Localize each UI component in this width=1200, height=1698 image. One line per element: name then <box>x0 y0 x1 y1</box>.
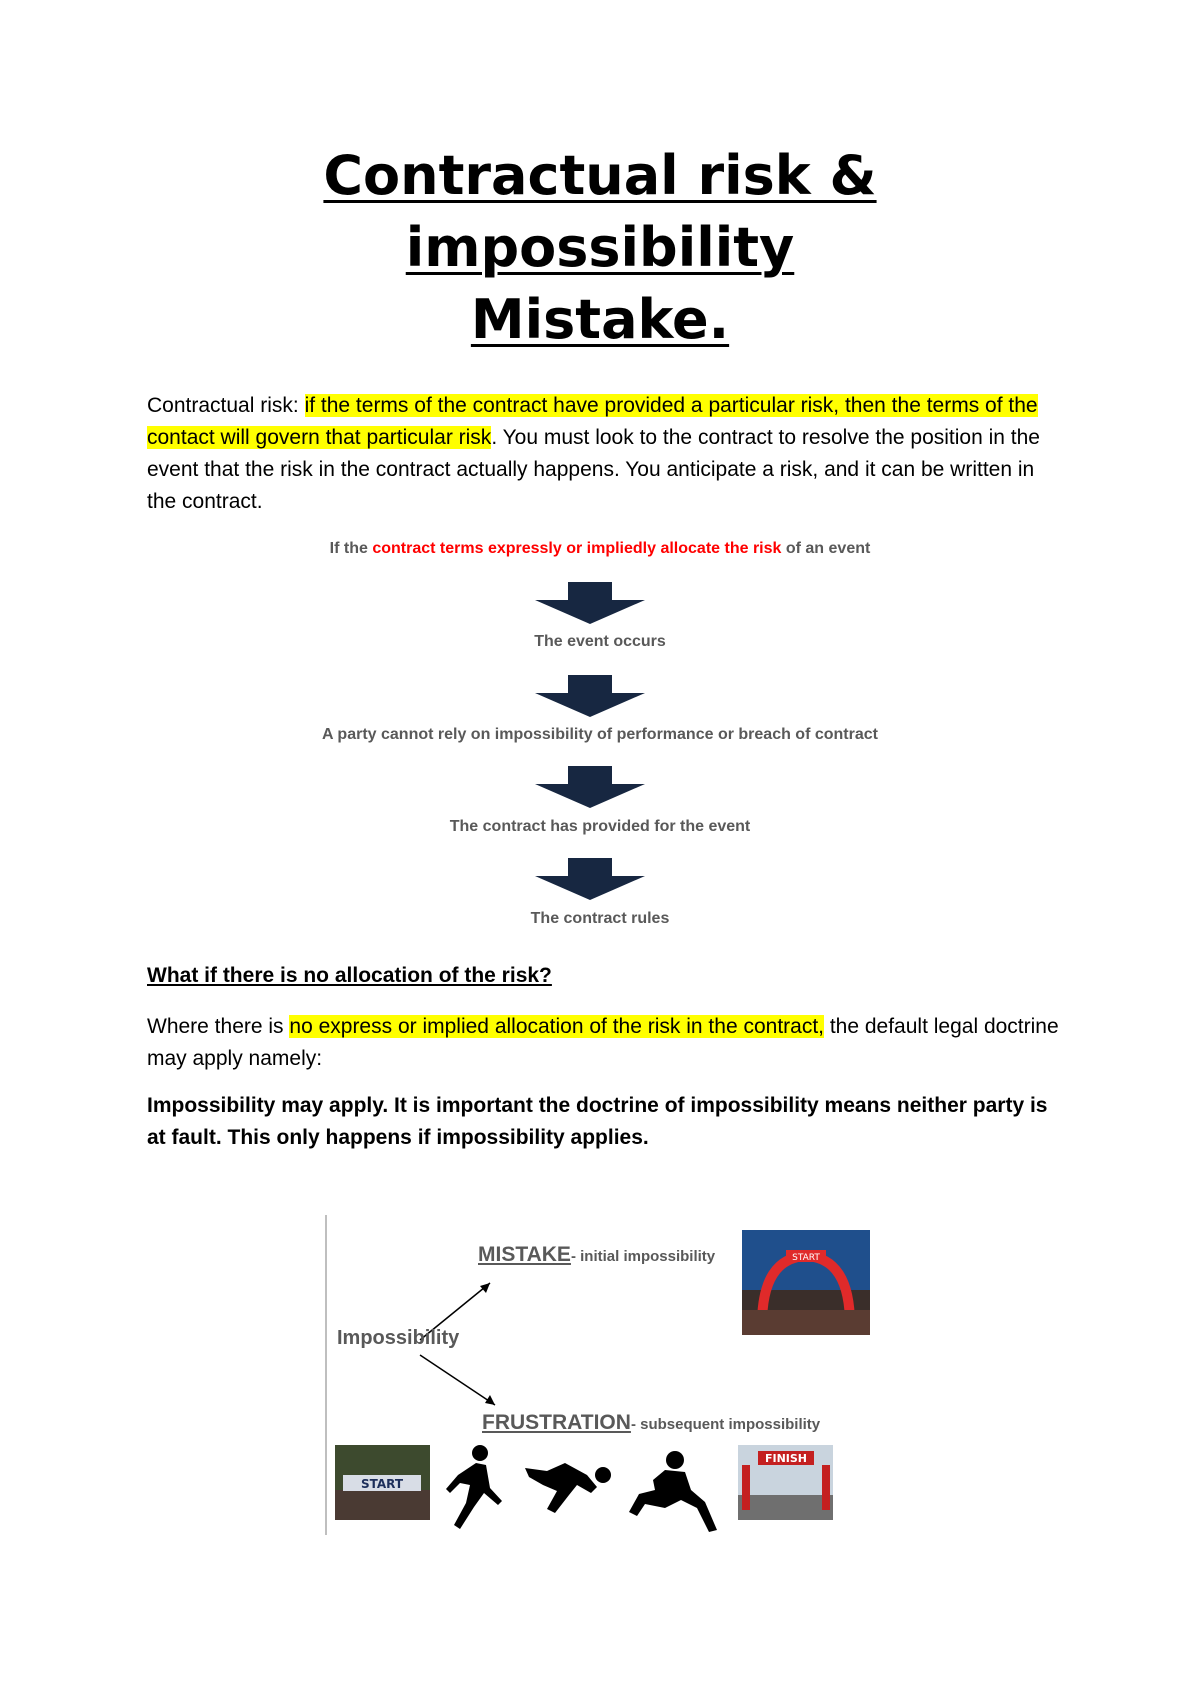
contractual-risk-highlight: if the terms of the contract have provided a particular risk, then the terms of the contact will govern that particular risk <box>147 394 1038 449</box>
impossibility-paragraph: Impossibility may apply. It is important the doctrine of impossibility means neither party is at fault. This only happens if impossibility applies. <box>147 1094 1048 1149</box>
impossibility-root-label: Impossibility <box>337 1327 460 1349</box>
down-arrow-icon <box>535 675 645 717</box>
contractual-risk-paragraph <box>147 390 1067 518</box>
title-line-3: Mistake. <box>470 288 730 351</box>
down-arrow-icon <box>535 858 645 900</box>
page-title <box>0 140 1200 356</box>
start-banner-text: START <box>360 1477 404 1491</box>
finish-banner-text: FINISH <box>764 1452 808 1465</box>
runner-icon <box>440 1443 515 1533</box>
no-allocation-paragraph: Where there is no express or implied allocation of the risk in the contract, the default legal doctrine may apply namely: <box>147 1015 1059 1070</box>
down-arrow-icon <box>535 766 645 808</box>
flow-step-5: The contract rules <box>530 910 670 927</box>
no-allocation-highlight: no express or implied allocation of the risk in the contract, <box>289 1015 824 1038</box>
svg-text:START: START <box>792 1253 820 1263</box>
flow-step-2: The event occurs <box>534 633 666 650</box>
section-heading: What if there is no allocation of the risk? <box>147 964 552 987</box>
flow-step-4: The contract has provided for the event <box>449 818 751 835</box>
frustration-node: FRUSTRATION- subsequent impossibility <box>482 1411 821 1434</box>
flow-step-1: If the contract terms expressly or impliedly allocate the risk of an event <box>329 540 871 557</box>
falling-figure-icon <box>625 1440 725 1535</box>
contractual-risk-rest: . You must look to the contract to resolve the position in the event that the risk in the contract actually happens. You anticipate a risk, and it can be written in the contract. <box>147 426 1040 513</box>
contractual-risk-label: Contractual risk: <box>147 394 305 417</box>
impossibility-diagram <box>320 1215 880 1535</box>
start-arch-photo <box>742 1230 870 1335</box>
tripping-figure-icon <box>525 1453 625 1518</box>
title-line-1: Contractual risk & <box>323 144 877 207</box>
title-line-2: impossibility <box>405 216 795 279</box>
start-banner-photo <box>335 1445 430 1520</box>
finish-line-photo <box>738 1445 833 1520</box>
down-arrow-icon <box>535 582 645 624</box>
flow-step-3: A party cannot rely on impossibility of performance or breach of contract <box>322 726 878 743</box>
mistake-node: MISTAKE- initial impossibility <box>478 1243 716 1266</box>
flow-step-1-emphasis: contract terms expressly or impliedly allocate the risk <box>372 540 782 557</box>
